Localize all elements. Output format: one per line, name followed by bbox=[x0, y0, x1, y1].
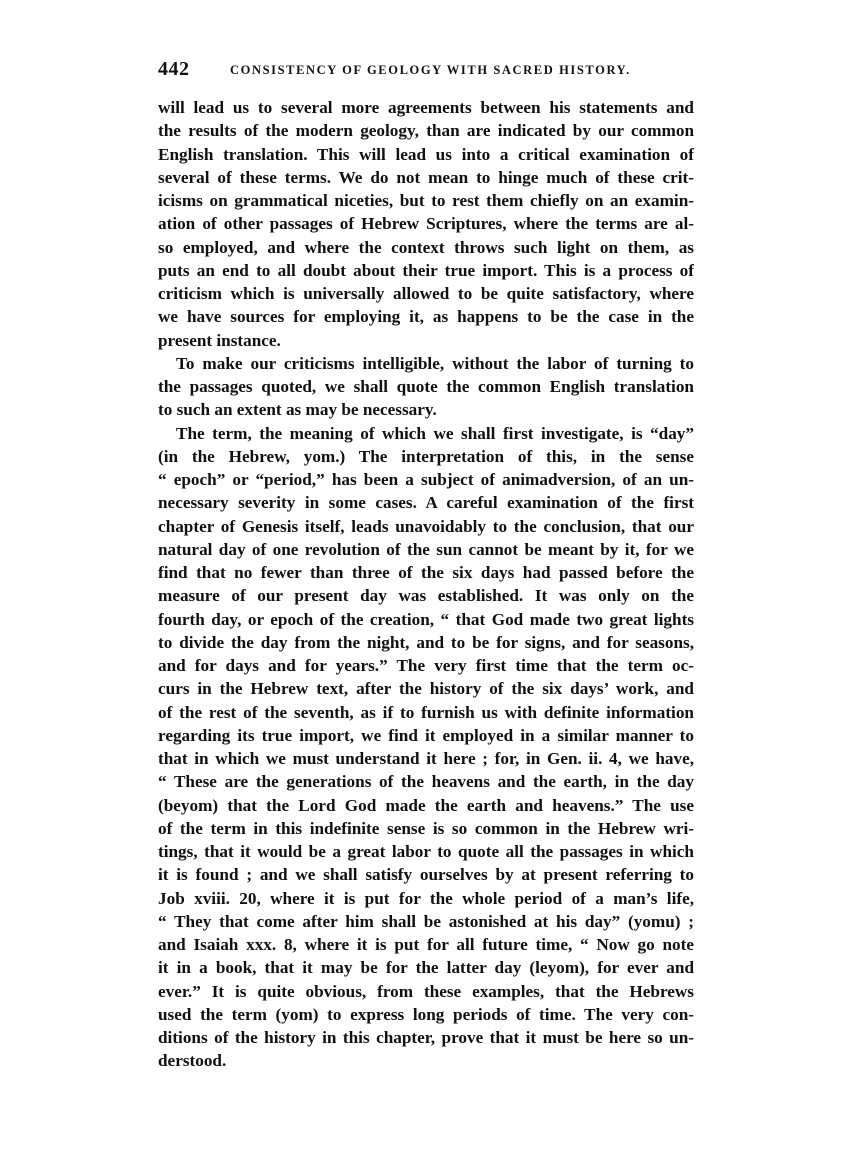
text-line: that in which we must understand it here ; for, in Gen. ii. 4, we have, bbox=[158, 749, 694, 768]
text-line: natural day of one revolution of the sun cannot be meant by it, for we bbox=[158, 539, 694, 559]
text-line: find that no fewer than three of the six days had passed before the bbox=[158, 563, 694, 582]
text-line: present instance. bbox=[158, 330, 281, 350]
text-line: we have sources for employing it, as happens to be the case in the bbox=[158, 307, 694, 327]
text-line: regarding its true import, we find it employed in a similar manner to bbox=[158, 725, 694, 745]
text-line: to such an extent as may be necessary. bbox=[158, 400, 437, 420]
text-line: “ These are the generations of the heavens and the earth, in the day bbox=[158, 772, 694, 792]
page-header bbox=[158, 58, 698, 88]
text-line: chapter of Genesis itself, leads unavoidably to the conclusion, that our bbox=[158, 516, 694, 536]
page-number: 442 bbox=[158, 58, 190, 80]
text-line: the results of the modern geology, than are indicated by our common bbox=[158, 121, 694, 141]
text-line: and for days and for years.” The very first time that the term oc- bbox=[158, 656, 694, 675]
text-line: icisms on grammatical niceties, but to rest them chiefly on an examin- bbox=[158, 191, 694, 210]
text-line: (in the Hebrew, yom.) The interpretation of this, in the sense bbox=[158, 446, 694, 466]
text-line: used the term (yom) to express long periods of time. The very con- bbox=[158, 1004, 694, 1024]
text-line: fourth day, or epoch of the creation, “ that God made two great lights bbox=[158, 609, 694, 629]
text-line: it is found ; and we shall satisfy ourselves by at present referring to bbox=[158, 865, 694, 885]
text-line: ation of other passages of Hebrew Scriptures, where the terms are al- bbox=[158, 214, 694, 234]
running-title: CONSISTENCY OF GEOLOGY WITH SACRED HISTORY. bbox=[230, 63, 631, 77]
text-line: it in a book, that it may be for the latter day (leyom), for ever and bbox=[158, 958, 694, 978]
paragraph bbox=[158, 352, 694, 422]
text-line: so employed, and where the context throws such light on them, as bbox=[158, 237, 694, 257]
text-line: tings, that it would be a great labor to quote all the passages in which bbox=[158, 842, 694, 861]
text-line: measure of our present day was established. It was only on the bbox=[158, 586, 694, 606]
text-line: Job xviii. 20, where it is put for the whole period of a man’s life, bbox=[158, 888, 694, 908]
text-line: ditions of the history in this chapter, prove that it must be here so un- bbox=[158, 1028, 694, 1047]
text-line: derstood. bbox=[158, 1051, 227, 1071]
text-line: puts an end to all doubt about their true import. This is a process of bbox=[158, 260, 694, 280]
text-line: several of these terms. We do not mean to hinge much of these crit- bbox=[158, 167, 694, 187]
text-line: the passages quoted, we shall quote the common English translation bbox=[158, 377, 694, 396]
text-line: To make our criticisms intelligible, without the labor of turning to bbox=[176, 353, 694, 373]
text-line: to divide the day from the night, and to be for signs, and for seasons, bbox=[158, 632, 694, 652]
body-text bbox=[158, 96, 694, 1073]
text-line: “ They that come after him shall be astonished at his day” (yomu) ; bbox=[158, 911, 694, 931]
text-line: will lead us to several more agreements between his statements and bbox=[158, 98, 694, 117]
text-line: and Isaiah xxx. 8, where it is put for all future time, “ Now go note bbox=[158, 935, 694, 954]
text-line: (beyom) that the Lord God made the earth and heavens.” The use bbox=[158, 795, 694, 815]
text-line: “ epoch” or “period,” has been a subject of animadversion, of an un- bbox=[158, 470, 694, 489]
text-line: The term, the meaning of which we shall first investigate, is “day” bbox=[176, 423, 694, 443]
text-line: of the term in this indefinite sense is so common in the Hebrew wri- bbox=[158, 818, 694, 838]
paragraph bbox=[158, 96, 694, 352]
text-line: curs in the Hebrew text, after the history of the six days’ work, and bbox=[158, 679, 694, 699]
text-line: ever.” It is quite obvious, from these examples, that the Hebrews bbox=[158, 981, 694, 1001]
text-line: necessary severity in some cases. A careful examination of the first bbox=[158, 493, 694, 513]
text-line: English translation. This will lead us into a critical examination of bbox=[158, 144, 694, 164]
text-line: of the rest of the seventh, as if to furnish us with definite information bbox=[158, 702, 694, 722]
paragraph bbox=[158, 422, 694, 1073]
text-line: criticism which is universally allowed to be quite satisfactory, where bbox=[158, 284, 694, 303]
